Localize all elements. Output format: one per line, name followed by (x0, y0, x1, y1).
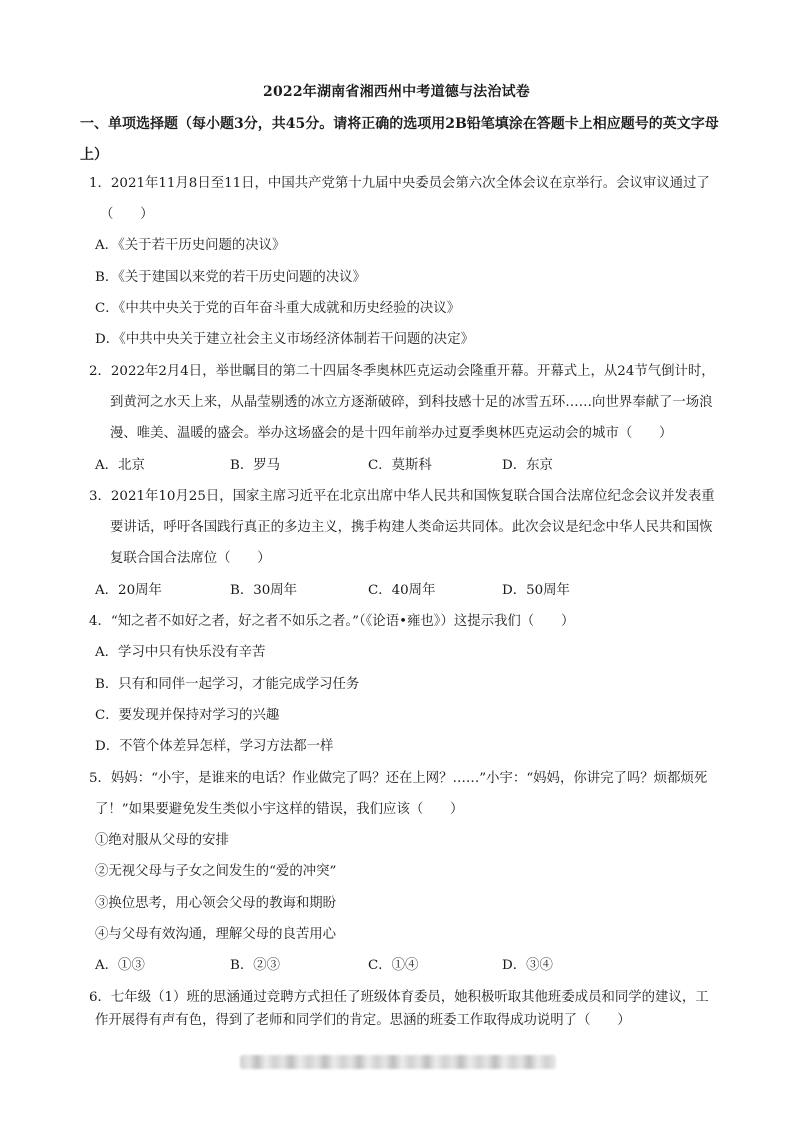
q2-stem-line2: 到黄河之水天上来，从晶莹剔透的冰立方逐渐破碎，到科技感十足的冰雪五环……向世界奉献了一场浪 (110, 395, 713, 410)
q6-stem-line2: 作开展得有声有色，得到了老师和同学们的肯定。思涵的班委工作取得成功说明了（ ） (95, 1013, 631, 1028)
q5-stem-line1: 5．妈妈：“小宇，是谁来的电话？作业做完了吗？还在上网？……”小宇：“妈妈，你讲完了吗？烦都烦死 (89, 771, 708, 786)
q2-option-c: C．莫斯科 (368, 458, 432, 473)
q4-option-c: C．要发现并保持对学习的兴趣 (95, 708, 280, 723)
q2-stem-line3: 漫、唯美、温暖的盛会。举办这场盛会的是十四年前举办过夏季奥林匹克运动会的城市（ ） (110, 426, 673, 441)
q2-stem-line1: 2．2022年2月4日，举世瞩目的第二十四届冬季奥林匹克运动会隆重开幕。开幕式上，从24节气倒计时， (89, 364, 715, 379)
q1-stem-line2: （ ） (100, 207, 154, 222)
q3-stem-line3: 复联合国合法席位（ ） (110, 551, 271, 566)
q3-stem-line1: 3．2021年10月25日，国家主席习近平在北京出席中华人民共和国恢复联合国合法席位纪念会议并发表重 (89, 489, 715, 504)
q5-statement-3: ③换位思考，用心领会父母的教诲和期盼 (95, 896, 337, 911)
q5-stem-line2: 了！”如果要避免发生类似小宇这样的错误，我们应该（ ） (95, 802, 464, 817)
q5-statement-1: ①绝对服从父母的安排 (95, 833, 229, 848)
q3-stem-line2: 要讲话，呼吁各国践行真正的多边主义，携手构建人类命运共同体。此次会议是纪念中华人民共和国恢 (110, 520, 713, 535)
q5-option-b: B．②③ (230, 958, 281, 973)
q1-option-d: D．《中共中央关于建立社会主义市场经济体制若干问题的决定》 (95, 332, 474, 347)
page-cutoff (0, 1013, 793, 1031)
q3-option-d: D．50周年 (502, 583, 570, 598)
q2-option-a: A．北京 (95, 458, 145, 473)
q4-option-a: A．学习中只有快乐没有辛苦 (95, 645, 266, 660)
q5-option-c: C．①④ (368, 958, 419, 973)
q5-statement-2: ②无视父母与子女之间发生的“爱的冲突” (95, 864, 337, 879)
q5-statement-4: ④与父母有效沟通，理解父母的良苦用心 (95, 927, 337, 942)
exam-title: 2022年湖南省湘西州中考道德与法治试卷 (263, 84, 530, 100)
q1-option-b: B．《关于建国以来党的若干历史问题的决议》 (95, 270, 366, 285)
q4-option-d: D．不管个体差异怎样，学习方法都一样 (95, 739, 334, 754)
q4-stem: 4．“知之者不如好之者，好之者不如乐之者。”（《论语•雍也》）这提示我们（ ） (89, 614, 575, 629)
q1-option-c: C．《中共中央关于党的百年奋斗重大成就和历史经验的决议》 (95, 301, 461, 316)
section-heading: 一、单项选择题（每小题3分，共45分。请将正确的选项用2B铅笔填涂在答题卡上相应题号的英文字母上） (80, 116, 719, 163)
q5-option-d: D．③④ (502, 958, 553, 973)
q2-option-d: D．东京 (502, 458, 553, 473)
q3-option-a: A．20周年 (95, 583, 162, 598)
q3-option-c: C．40周年 (368, 583, 436, 598)
blurred-footer-watermark (240, 1055, 556, 1069)
q1-option-a: A．《关于若干历史问题的决议》 (95, 238, 286, 253)
q5-option-a: A．①③ (95, 958, 145, 973)
q3-option-b: B．30周年 (230, 583, 298, 598)
q4-option-b: B．只有和同伴一起学习，才能完成学习任务 (95, 677, 360, 692)
q2-option-b: B．罗马 (230, 458, 281, 473)
q6-stem-line1: 6．七年级（1）班的思涵通过竞聘方式担任了班级体育委员，她积极听取其他班委成员和同学的建议，工 (89, 990, 709, 1005)
q1-stem-line1: 1．2021年11月8日至11日，中国共产党第十九届中央委员会第六次全体会议在京举行。会议审议通过了 (89, 176, 710, 191)
